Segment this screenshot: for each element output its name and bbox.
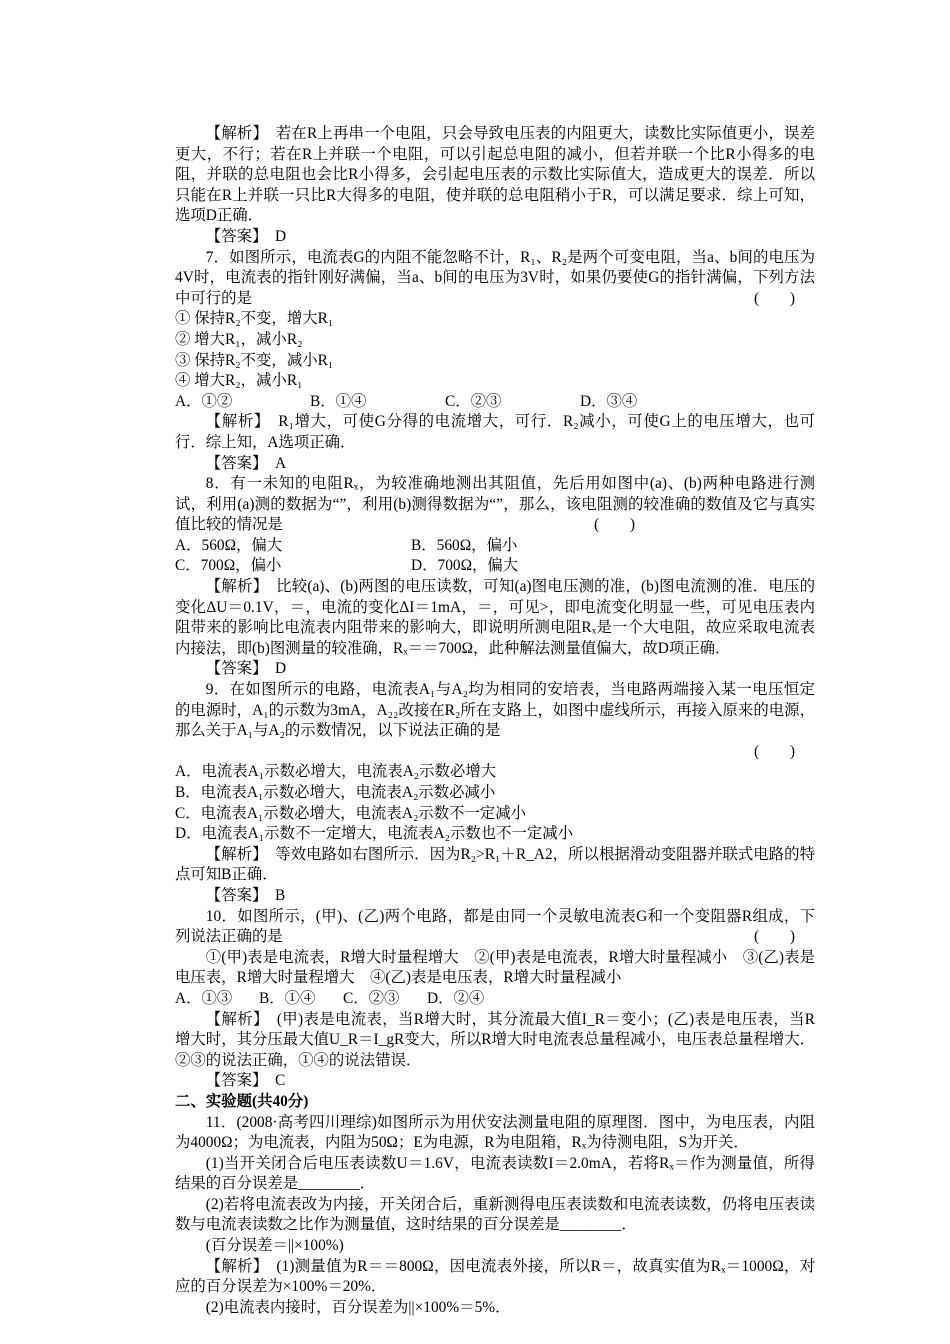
question-7-text: 7．如图所示，电流表G的内阻不能忽略不计，R₁、R₂是两个可变电阻，当a、b间的电压为4V时，电流表的指针刚好满偏，当a、b间的电压为3V时，如果仍要使G的指针满偏，下列方法中可行的是: [175, 248, 815, 307]
q7-choice-b: B．①④: [310, 392, 367, 410]
q7-choice-a: A．①②: [175, 392, 233, 410]
question-8-text: 8．有一未知的电阻Rₓ，为较准确地测出其阻值，先后用如图中(a)、(b)两种电路进行测试，利用(a)测的数据为“”，利用(b)测得数据为“”，那么，该电阻测的较准确的数值及它与真实值比较的情况是: [175, 475, 815, 534]
analysis-8: 【解析】 比较(a)、(b)两图的电压读数，可知(a)图电压测的准，(b)图电流测的准．电压的变化ΔU＝0.1V，＝，电流的变化ΔI＝1mA，＝，可见>，即电流变化明显一些，可见电压表内阻带来的影响比电流表内阻带来的影响大，即说明所测电阻Rₓ是一个大电阻，故应采取电流表内接法，即(b)图测量的较准确，Rₓ＝＝700Ω，此种解法测量值偏大，故D项正确．: [175, 578, 815, 657]
q7-option-1: ① 保持R₂不变，增大R₁: [175, 310, 334, 328]
q8-choices-row2: [175, 556, 815, 577]
q9-choice-b: B．电流表A₁示数必增大，电流表A₂示数必减小: [175, 784, 496, 801]
q7-option-2: ② 增大R₁，减小R₂: [175, 330, 303, 348]
q7-choice-d: D．③④: [580, 392, 638, 410]
q10-choice-d: D．②④: [427, 989, 485, 1007]
question-11-note: (百分误差＝||×100%): [205, 1237, 344, 1255]
question-10-text: 10．如图所示，(甲)、(乙)两个电路，都是由同一个灵敏电流表G和一个变阻器R组成，下列说法正确的是: [175, 907, 815, 946]
q8-choice-c: C．700Ω，偏小: [175, 557, 282, 575]
question-9: 9．在如图所示的电路，电流表A₁与A₂均为相同的安培表，当电路两端接入某一电压恒定的电源时，A₁的示数为3mA，A₂₂改接在R₂所在支路上，如图中虚线所示，再接入原来的电源，那么关于A₁与A₂的示数情况，以下说法正确的是: [175, 681, 815, 740]
q10-choice-a: A．①③: [175, 989, 233, 1007]
q8-choice-b: B．560Ω，偏小: [411, 536, 518, 554]
q10-choices: [175, 989, 815, 1010]
question-7: [175, 248, 815, 310]
q7-option-4: ④ 增大R₂，减小R₁: [175, 372, 303, 390]
answer-6: 【答案】 D: [205, 227, 287, 245]
question-10: [175, 907, 815, 948]
answer-8: 【答案】 D: [205, 660, 287, 678]
analysis-7: 【解析】 R₁增大，可使G分得的电流增大，可行．R₂减小，可使G上的电压增大，也可行．综上知，A选项正确．: [175, 413, 815, 451]
q8-choice-a: A．560Ω，偏大: [175, 536, 283, 554]
q9-choice-a: A．电流表A₁示数必增大，电流表A₂示数必增大: [175, 763, 497, 781]
analysis-11-part-1: 【解析】 (1)测量值为R＝＝800Ω，因电流表外接，所以R＝，故真实值为Rₓ＝1000Ω，对应的百分误差为×100%＝20%．: [175, 1257, 815, 1296]
question-11-part-2: (2)若将电流表改为内接，开关闭合后，重新测得电压表读数和电流表读数，仍将电压表读数与电流表读数之比作为测量值，这时结果的百分误差是________．: [175, 1195, 815, 1234]
analysis-9: 【解析】 等效电路如右图所示．因为R₂>R₁＋R_A2，所以根据滑动变阻器并联式电路的特点可知B正确．: [175, 845, 815, 884]
q9-choice-d: D．电流表A₁示数不一定增大，电流表A₂示数也不一定减小: [175, 825, 574, 843]
question-8: [175, 474, 815, 536]
q8-choice-d: D．700Ω，偏大: [411, 557, 519, 575]
q7-option-3: ③ 保持R₂不变，减小R₁: [175, 351, 334, 369]
q7-choices: [175, 392, 815, 413]
answer-7: 【答案】 A: [205, 454, 287, 472]
answer-bracket-8: ( ): [593, 516, 635, 534]
analysis-paragraph-6: 【解析】 若在R上再串一个电阻，只会导致电压表的内阻更大，读数比实际值更小，误差更大，不行；若在R上并联一个电阻，可以引起总电阻的减小，但若并联一个比R小得多的电阻，并联的总电阻也会比R小得多，会引起电压表的示数比实际值大，造成更大的误差．所以只能在R上并联一只比R大得多的电阻，使并联的总电阻稍小于R，可以满足要求．综上可知，选项D正确．: [175, 125, 815, 225]
question-11-part-1: (1)当开关闭合后电压表读数U＝1.6V，电流表读数I＝2.0mA，若将Rₓ＝作为测量值，所得结果的百分误差是________．: [175, 1154, 815, 1193]
answer-bracket-9: ( ): [753, 742, 795, 760]
section-heading-experiment: 二、实验题(共40分): [175, 1092, 309, 1110]
question-11: 11．(2008·高考四川理综)如图所示为用伏安法测量电阻的原理图．图中，为电压表，内阻为4000Ω；为电流表，内阻为50Ω；E为电源，R为电阻箱，Rₓ为待测电阻，S为开关．: [175, 1113, 815, 1152]
q8-choices-row1: [175, 536, 815, 557]
answer-bracket-10: ( ): [753, 928, 795, 946]
document-body: [175, 124, 815, 1318]
answer-10: 【答案】 C: [205, 1072, 286, 1090]
q10-statements: ①(甲)表是电流表，R增大时量程增大 ②(甲)表是电流表，R增大时量程减小 ③(乙)表是电压表，R增大时量程增大 ④(乙)表是电压表，R增大时量程减小: [175, 948, 815, 987]
analysis-10: 【解析】 (甲)表是电流表，当R增大时，其分流最大值I_R＝变小；(乙)表是电压表，当R增大时，其分压最大值U_R＝I_gR变大，所以R增大时电流表总量程减小，电压表总量程增大．②③的说法正确，①④的说法错误．: [175, 1010, 815, 1069]
answer-9: 【答案】 B: [205, 886, 286, 904]
q10-choice-c: C．②③: [343, 989, 400, 1007]
q10-choice-b: B．①④: [259, 989, 316, 1007]
analysis-11-part-2: (2)电流表内接时，百分误差为||×100%＝5%．: [205, 1298, 511, 1316]
answer-bracket-7: ( ): [753, 289, 795, 307]
q9-choice-c: C．电流表A₁示数必增大，电流表A₂示数不一定减小: [175, 804, 527, 822]
q7-choice-c: C．②③: [445, 392, 502, 410]
